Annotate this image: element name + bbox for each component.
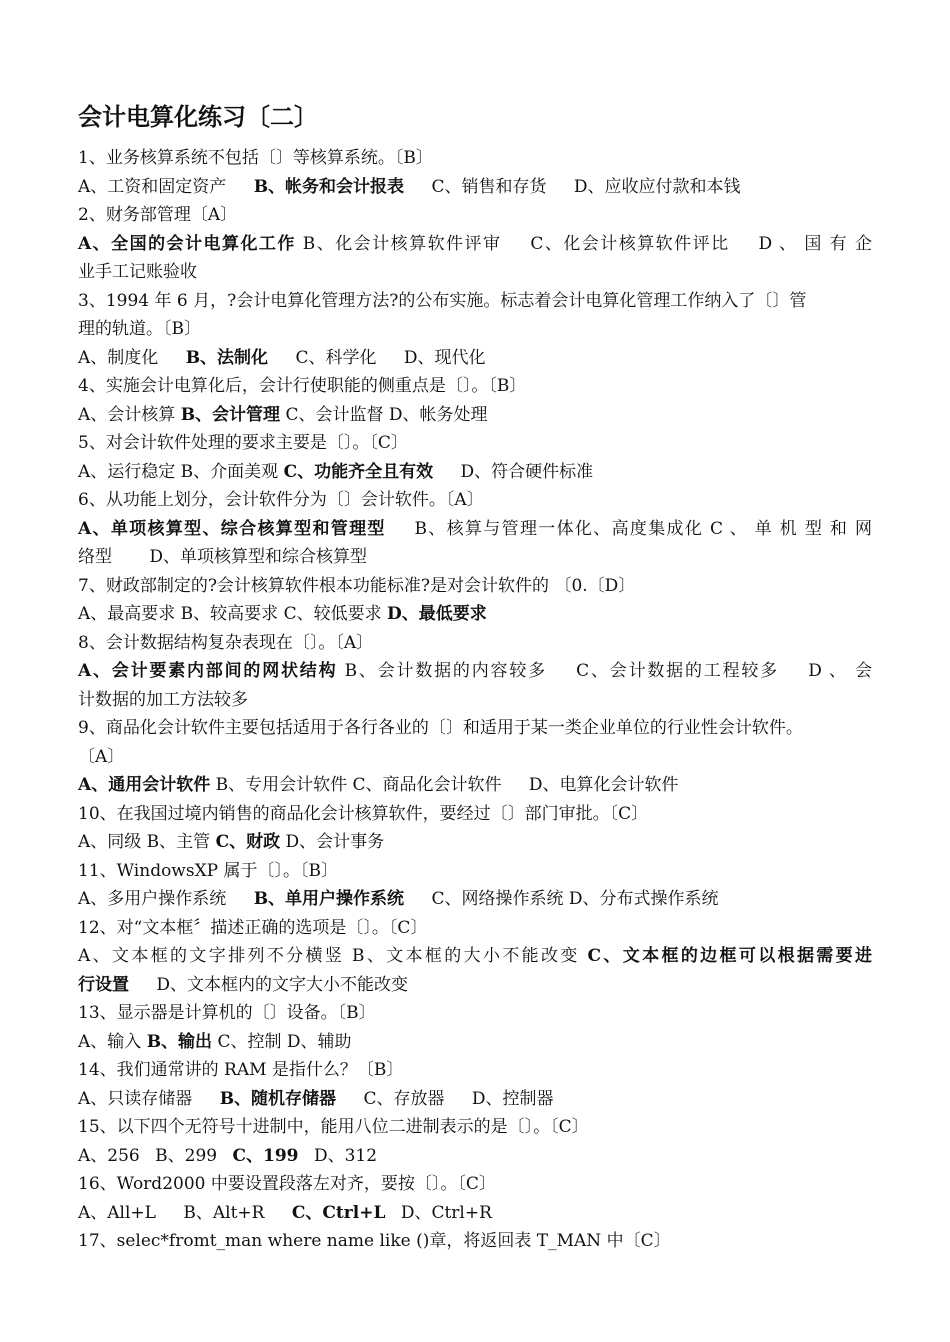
question-4-options	[78, 401, 872, 430]
answer-option-d: D、最低要求	[387, 604, 487, 624]
question-4: 4、实施会计电算化后，会计行使职能的侧重点是〔〕。〔B〕	[78, 376, 527, 396]
option-cd: C、网络操作系统 D、分布式操作系统	[431, 889, 719, 909]
option-d: D、会计事务	[285, 832, 385, 852]
question-12-options-cont	[78, 971, 872, 1000]
option-d: D、Ctrl+R	[400, 1202, 492, 1223]
question-3: 3、1994 年 6 月，?会计电算化管理方法?的公布实施。标志着会计电算化管理工作纳入了〔〕管	[78, 290, 807, 311]
option-c: C、存放器	[363, 1088, 445, 1109]
option-ab: A、文本框的文字排列不分横竖 B、文本框的大小不能改变	[78, 946, 580, 966]
question-9-options	[78, 771, 872, 800]
answer-option-c: C、Ctrl+L	[291, 1202, 386, 1223]
answer-option-a: A、通用会计软件	[78, 775, 211, 795]
question-5: 5、对会计软件处理的要求主要是〔〕。〔C〕	[78, 433, 408, 453]
answer-option-c: C、功能齐全且有效	[283, 461, 434, 482]
question-14-options	[78, 1085, 872, 1114]
question-17: 17、selec*fromt_man where name like ()章，将返回表 T_MAN 中〔C〕	[78, 1231, 671, 1251]
option-a: A、All+L	[78, 1202, 156, 1223]
answer-option-c: C、文本框的边框可以根据需要进	[587, 946, 873, 966]
question-10: 10、在我国过境内销售的商品化会计核算软件，要经过〔〕部门审批。〔C〕	[78, 803, 649, 824]
answer-option-b: B、单用户操作系统	[253, 889, 405, 909]
option-a: A、多用户操作系统	[78, 889, 227, 909]
question-10-options	[78, 828, 872, 857]
option-c: C、科学化	[295, 347, 377, 368]
option-d: D、电算化会计软件	[528, 775, 679, 795]
option-c: C、化会计核算软件评比	[530, 233, 730, 254]
answer-option-a: A、全国的会计电算化工作	[78, 233, 296, 254]
option-b: B、核算与管理一体化、高度集成化	[414, 518, 704, 539]
question-16: 16、Word2000 中要设置段落左对齐，要按〔〕。〔C〕	[78, 1174, 496, 1194]
option-b: B、299	[155, 1145, 218, 1166]
option-cd: C、会计监督 D、帐务处理	[285, 404, 488, 425]
option-a: A、256	[78, 1145, 140, 1166]
question-3-options	[78, 344, 872, 373]
question-1: 1、业务核算系统不包括〔〕等核算系统。〔B〕	[78, 148, 433, 168]
option-a: A、输入	[78, 1031, 142, 1052]
option-a: A、制度化	[78, 347, 159, 368]
option-d: D、应收应付款和本钱	[573, 176, 741, 197]
option-d: D、单项核算型和综合核算型	[149, 547, 368, 567]
question-2: 2、财务部管理〔A〕	[78, 205, 238, 225]
question-8: 8、会计数据结构复杂表现在〔〕。〔A〕	[78, 632, 374, 653]
question-2-options-cont: 业手工记账验收	[78, 262, 197, 282]
option-a: A、只读存储器	[78, 1088, 193, 1109]
option-d: D、现代化	[403, 347, 486, 368]
option-a: A、会计核算	[78, 404, 176, 425]
answer-option-b: B、随机存储器	[219, 1088, 337, 1109]
answer-option-c: C、财政	[215, 832, 281, 852]
answer-option-c-cont: 行设置	[78, 974, 129, 995]
option-d: D 、 会	[808, 661, 873, 681]
option-abc: A、最高要求 B、较高要求 C、较低要求	[78, 604, 382, 624]
answer-option-b: B、会计管理	[180, 404, 281, 425]
question-3-cont: 理的轨道。〔B〕	[78, 319, 201, 339]
option-d: D、312	[313, 1145, 378, 1166]
option-b: B、会计数据的内容较多	[344, 661, 547, 681]
answer-option-c: C、199	[232, 1145, 299, 1166]
option-ab: A、运行稳定 B、介面美观	[78, 461, 279, 482]
option-b: B、Alt+R	[183, 1202, 265, 1223]
question-8-options	[78, 657, 872, 686]
question-7-options	[78, 600, 872, 629]
question-13-options	[78, 1028, 872, 1057]
option-c: C、销售和存货	[431, 176, 547, 197]
question-12-options	[78, 942, 872, 971]
question-16-options	[78, 1199, 872, 1228]
question-14: 14、我们通常讲的 RAM 是指什么？〔B〕	[78, 1060, 404, 1080]
answer-option-a: A、单项核算型、综合核算型和管理型	[78, 518, 386, 539]
question-11: 11、WindowsXP 属于〔〕。〔B〕	[78, 860, 339, 881]
option-cd: C、控制 D、辅助	[217, 1031, 352, 1052]
question-6: 6、从功能上划分，会计软件分为〔〕会计软件。〔A〕	[78, 490, 484, 510]
option-d: D 、 国 有 企	[758, 233, 873, 254]
question-13: 13、显示器是计算机的〔〕设备。〔B〕	[78, 1003, 376, 1023]
question-12: 12、对“文本框〞描述正确的选项是〔〕。〔C〕	[78, 917, 428, 938]
question-6-options	[78, 515, 872, 544]
option-b: B、化会计核算软件评审	[302, 233, 502, 254]
question-15-options	[78, 1142, 872, 1171]
option-bc: B、专用会计软件 C、商品化会计软件	[215, 775, 502, 795]
option-d: D、符合硬件标准	[460, 461, 594, 482]
option-d: D、文本框内的文字大小不能改变	[156, 974, 409, 995]
question-7: 7、财政部制定的?会计核算软件根本功能标准?是对会计软件的 〔0.〔D〕	[78, 575, 636, 596]
option-ab: A、同级 B、主管	[78, 832, 211, 852]
question-11-options	[78, 885, 872, 914]
question-8-options-cont: 计数据的加工方法较多	[78, 689, 248, 710]
question-6-options-cont	[78, 543, 872, 572]
document-title: 会计电算化练习〔二〕	[78, 103, 318, 131]
question-1-options	[78, 173, 872, 202]
question-15: 15、以下四个无符号十进制中，能用八位二进制表示的是〔〕。〔C〕	[78, 1117, 589, 1137]
question-2-options	[78, 230, 872, 259]
question-9: 9、商品化会计软件主要包括适用于各行各业的〔〕和适用于某一类企业单位的行业性会计软件。	[78, 718, 803, 738]
option-c: C 、 单 机 型 和 网	[709, 518, 872, 539]
answer-option-a: A、会计要素内部间的网状结构	[78, 661, 338, 681]
answer-option-b: B、法制化	[185, 347, 269, 368]
answer-option-b: B、输出	[146, 1031, 213, 1052]
option-d: D、控制器	[471, 1088, 554, 1109]
option-c: C、会计数据的工程较多	[576, 661, 779, 681]
option-a: A、工资和固定资产	[78, 176, 227, 197]
option-c-cont: 络型	[78, 547, 112, 567]
question-9-cont: 〔A〕	[78, 746, 125, 767]
question-5-options	[78, 458, 872, 487]
answer-option-b: B、帐务和会计报表	[253, 176, 405, 197]
